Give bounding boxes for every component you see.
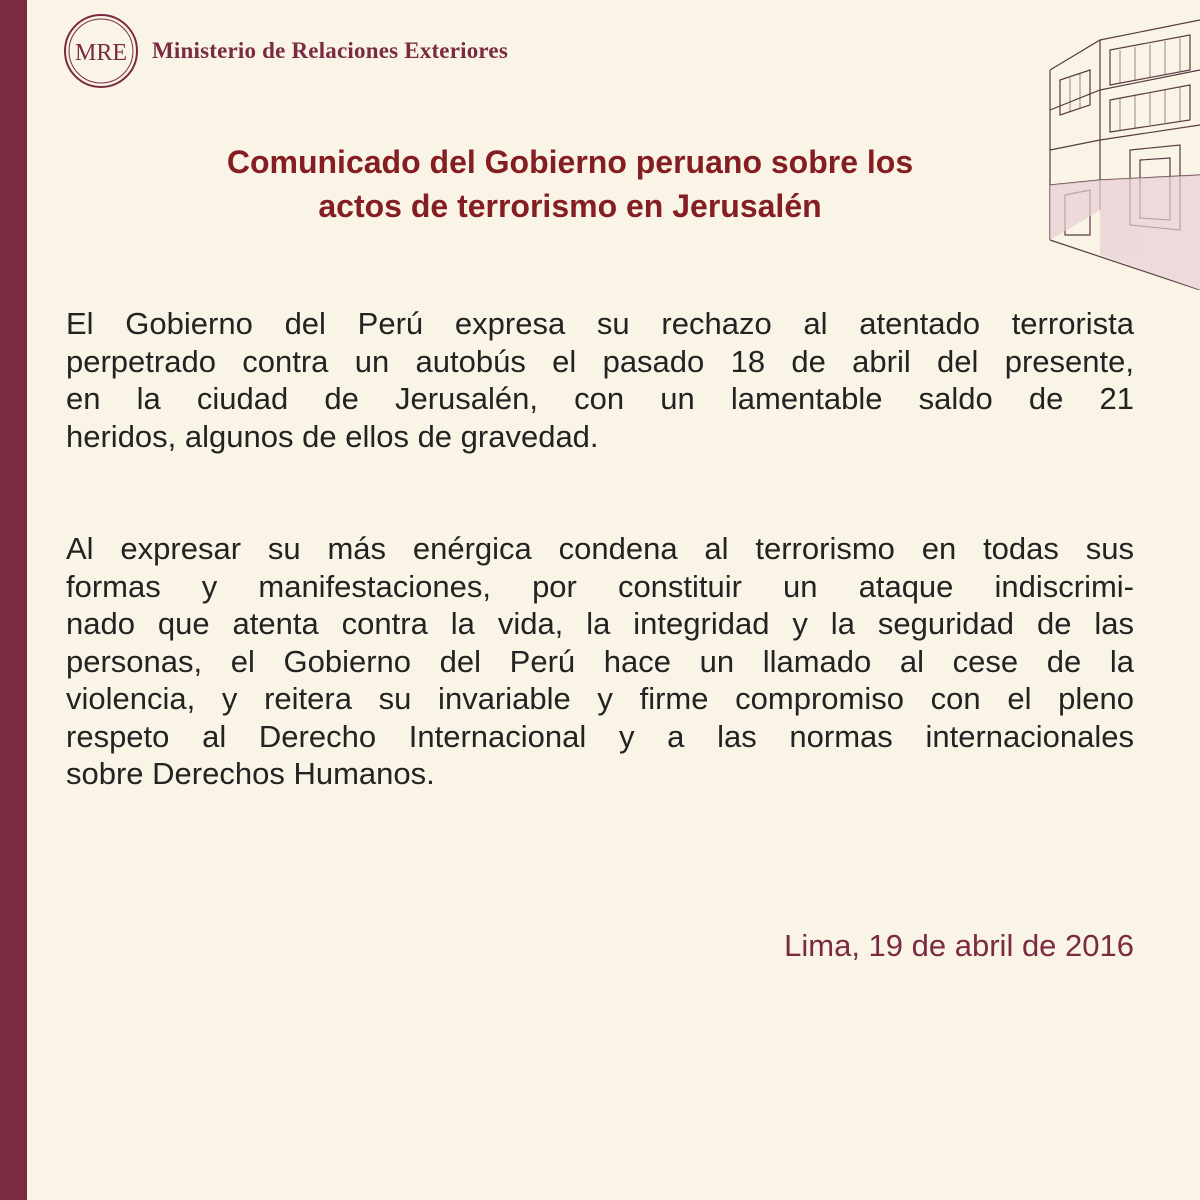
paragraph-line: personas, el Gobierno del Perú hace un llamado al cese de la (66, 643, 1134, 679)
paragraph-line: sobre Derechos Humanos. (66, 756, 435, 791)
paragraph-line: heridos, algunos de ellos de gravedad. (66, 418, 599, 454)
paragraph-line: perpetrado contra un autobús el pasado 18 de abril del presente, (66, 343, 1134, 379)
date-line: Lima, 19 de abril de 2016 (784, 928, 1134, 963)
ministry-name: Ministerio de Relaciones Exteriores (152, 38, 508, 63)
paragraph-line: El Gobierno del Perú expresa su rechazo al atentado terrorista (66, 306, 1134, 341)
paragraph-line: respeto al Derecho Internacional y a las normas internacionales (66, 718, 1134, 754)
seal-text: MRE (74, 40, 128, 66)
title-line: actos de terrorismo en Jerusalén (318, 188, 822, 224)
mre-seal-logo (62, 12, 140, 90)
body-paragraph-1 (66, 305, 1134, 455)
colonial-building-illustration (1040, 0, 1200, 290)
paragraph-line: violencia, y reitera su invariable y firme compromiso con el pleno (66, 681, 1134, 716)
paragraph-line: en la ciudad de Jerusalén, con un lamentable saldo de 21 (66, 381, 1134, 416)
document-title (120, 140, 1020, 228)
body-paragraph-2 (66, 530, 1134, 793)
header (62, 12, 508, 90)
title-line: Comunicado del Gobierno peruano sobre los (226, 144, 914, 180)
paragraph-line: Al expresar su más enérgica condena al terrorismo en todas sus (66, 531, 1134, 566)
paragraph-line: formas y manifestaciones, por constituir un ataque indiscrimi- (66, 568, 1134, 604)
paragraph-line: nado que atenta contra la vida, la integridad y la seguridad de las (66, 606, 1134, 641)
left-accent-bar (0, 0, 27, 1200)
